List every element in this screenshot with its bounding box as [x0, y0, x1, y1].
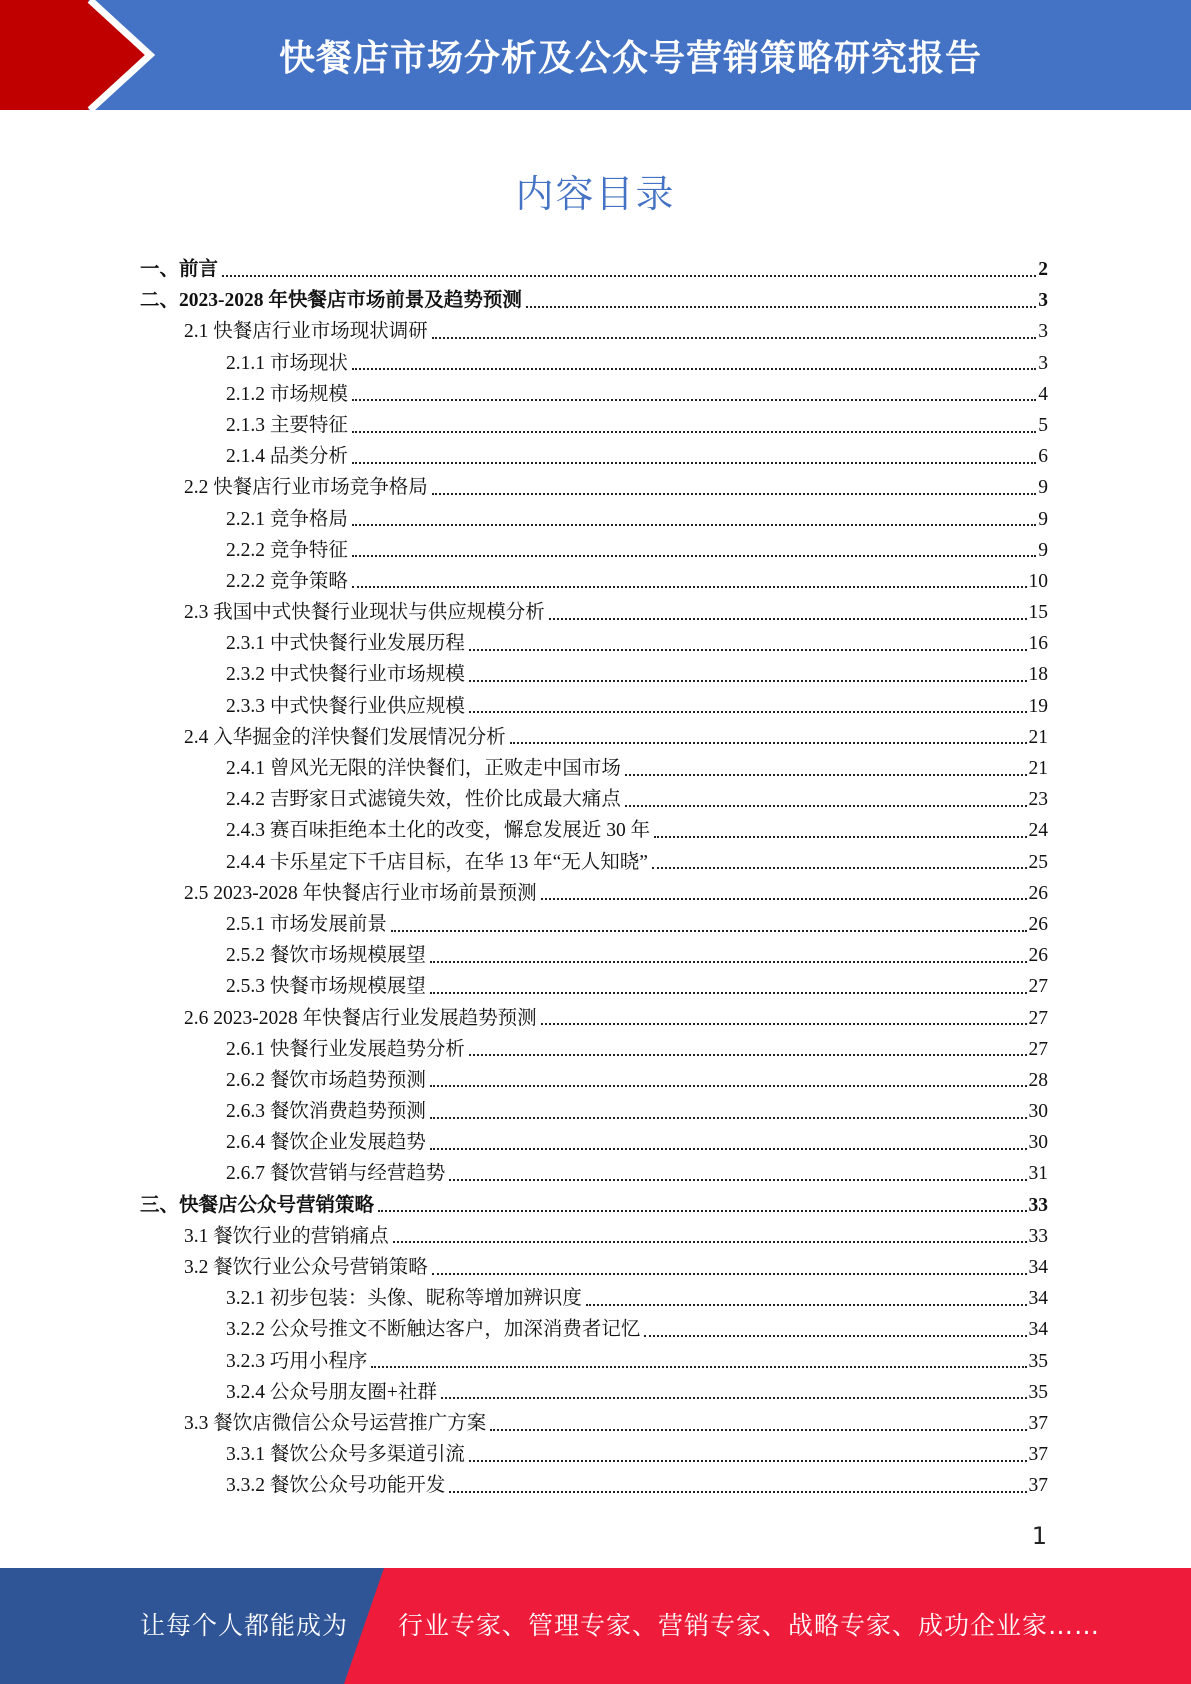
toc-entry[interactable] [140, 722, 1048, 753]
toc-entry-page: 15 [1028, 602, 1048, 624]
toc-entry-label: 2.1.1 市场现状 [226, 352, 348, 374]
toc-entry-page: 26 [1028, 913, 1048, 935]
toc-dot-leader [352, 399, 1036, 401]
toc-entry-label: 2.5.3 快餐市场规模展望 [226, 976, 426, 998]
toc-dot-leader [469, 649, 1027, 651]
toc-entry[interactable] [140, 504, 1048, 535]
toc-entry[interactable] [140, 1221, 1048, 1252]
toc-entry-label: 3.1 餐饮行业的营销痛点 [184, 1225, 389, 1247]
toc-dot-leader [654, 836, 1026, 838]
toc-entry-label: 2.1 快餐店行业市场现状调研 [184, 321, 428, 343]
toc-dot-leader [449, 1179, 1026, 1181]
toc-entry-label: 2.5.2 餐饮市场规模展望 [226, 945, 426, 967]
toc-entry[interactable] [140, 285, 1048, 316]
toc-dot-leader [393, 1241, 1027, 1243]
toc-entry-label: 2.5.1 市场发展前景 [226, 913, 387, 935]
toc-dot-leader [652, 867, 1027, 869]
toc-entry-page: 30 [1028, 1101, 1048, 1123]
toc-entry-page: 24 [1028, 820, 1048, 842]
toc-entry-label: 三、快餐店公众号营销策略 [140, 1194, 375, 1216]
toc-entry-label: 2.1.2 市场规模 [226, 383, 348, 405]
toc-entry-page: 2 [1038, 259, 1048, 280]
toc-entry-label: 3.3.2 餐饮公众号功能开发 [226, 1475, 446, 1497]
toc-entry[interactable] [140, 1158, 1048, 1189]
toc-entry[interactable] [140, 753, 1048, 784]
toc-entry-label: 2.2.2 竞争特征 [226, 539, 348, 561]
toc-entry-page: 18 [1028, 664, 1048, 686]
toc-entry-page: 33 [1028, 1225, 1048, 1247]
toc-entry-label: 2.6.7 餐饮营销与经营趋势 [226, 1163, 446, 1185]
toc-entry-page: 16 [1028, 633, 1048, 655]
toc-dot-leader [378, 1210, 1026, 1212]
toc-dot-leader [526, 306, 1036, 308]
toc-dot-leader [352, 555, 1036, 557]
toc-entry[interactable] [140, 815, 1048, 846]
toc-entry[interactable] [140, 441, 1048, 472]
toc-entry-page: 21 [1028, 758, 1048, 779]
toc-dot-leader [371, 1366, 1026, 1368]
toc-dot-leader [430, 1085, 1027, 1087]
toc-entry-label: 2.3.3 中式快餐行业供应规模 [226, 695, 465, 717]
toc-entry-label: 2.4.4 卡乐星定下千店目标，在华 13 年“无人知晓” [226, 851, 648, 873]
toc-dot-leader [430, 1117, 1027, 1119]
toc-entry-label: 3.2.1 初步包装：头像、昵称等增加辨识度 [226, 1288, 582, 1310]
toc-dot-leader [549, 618, 1027, 620]
toc-entry-label: 2.6.2 餐饮市场趋势预测 [226, 1069, 426, 1091]
toc-entry[interactable] [140, 379, 1048, 410]
toc-entry-page: 27 [1028, 1038, 1048, 1060]
toc-entry-page: 19 [1028, 695, 1048, 717]
toc-dot-leader [510, 742, 1027, 744]
toc-entry-page: 6 [1038, 446, 1048, 468]
toc-dot-leader [432, 1273, 1027, 1275]
toc-entry-page: 21 [1028, 726, 1048, 748]
toc-entry[interactable] [140, 847, 1048, 878]
toc-dot-leader [352, 368, 1036, 370]
toc-entry[interactable] [140, 628, 1048, 659]
toc-entry[interactable] [140, 1096, 1048, 1127]
toc-dot-leader [432, 337, 1036, 339]
toc-dot-leader [352, 524, 1036, 526]
toc-entry[interactable] [140, 566, 1048, 597]
toc-entry-label: 2.4 入华掘金的洋快餐们发展情况分析 [184, 726, 506, 748]
toc-entry-page: 25 [1028, 851, 1048, 873]
toc-entry-label: 2.4.2 吉野家日式滤镜失效，性价比成最大痛点 [226, 789, 621, 811]
toc-entry-page: 30 [1028, 1132, 1048, 1154]
toc-entry[interactable] [140, 1346, 1048, 1377]
toc-dot-leader [625, 805, 1027, 807]
toc-dot-leader [391, 930, 1027, 932]
toc-entry-label: 2.3 我国中式快餐行业现状与供应规模分析 [184, 602, 545, 624]
toc-entry-label: 2.1.4 品类分析 [226, 446, 348, 468]
toc-dot-leader [222, 275, 1036, 277]
toc-entry-label: 二、2023-2028 年快餐店市场前景及趋势预测 [140, 290, 522, 312]
toc-entry-page: 35 [1028, 1381, 1048, 1403]
toc-entry[interactable] [140, 316, 1048, 347]
toc-entry-page: 26 [1028, 945, 1048, 967]
toc-entry-label: 2.3.1 中式快餐行业发展历程 [226, 633, 465, 655]
toc-entry-page: 27 [1028, 976, 1048, 998]
footer-slogan-left: 让每个人都能成为 [140, 1611, 349, 1640]
toc-entry[interactable] [140, 909, 1048, 940]
toc-dot-leader [441, 1397, 1027, 1399]
toc-entry[interactable] [140, 1439, 1048, 1470]
toc-dot-leader [469, 711, 1027, 713]
toc-entry-page: 10 [1028, 570, 1048, 592]
toc-entry[interactable] [140, 1065, 1048, 1096]
toc-entry-label: 3.3.1 餐饮公众号多渠道引流 [226, 1444, 465, 1466]
toc-entry[interactable] [140, 878, 1048, 909]
toc-entry[interactable] [140, 1314, 1048, 1345]
toc-entry[interactable] [140, 472, 1048, 503]
toc-title: 内容目录 [515, 172, 676, 216]
table-of-contents [140, 254, 1048, 1502]
toc-dot-leader [469, 1054, 1027, 1056]
toc-dot-leader [469, 680, 1027, 682]
toc-entry[interactable] [140, 410, 1048, 441]
toc-entry[interactable] [140, 691, 1048, 722]
toc-entry-label: 2.5 2023-2028 年快餐店行业市场前景预测 [184, 882, 537, 904]
page-number: 1 [1031, 1522, 1047, 1550]
toc-entry-label: 2.2 快餐店行业市场竞争格局 [184, 477, 428, 499]
toc-entry-label: 2.2.1 竞争格局 [226, 508, 348, 530]
toc-dot-leader [430, 1148, 1027, 1150]
toc-entry[interactable] [140, 1470, 1048, 1501]
toc-entry-page: 31 [1028, 1163, 1048, 1185]
toc-dot-leader [625, 774, 1027, 776]
toc-entry-label: 2.6.3 餐饮消费趋势预测 [226, 1101, 426, 1123]
toc-dot-leader [352, 431, 1036, 433]
toc-entry-label: 2.6.1 快餐行业发展趋势分析 [226, 1038, 465, 1060]
toc-entry[interactable] [140, 784, 1048, 815]
toc-dot-leader [541, 1023, 1027, 1025]
toc-entry-page: 27 [1028, 1007, 1048, 1029]
toc-dot-leader [490, 1429, 1026, 1431]
footer-slogan-right: 行业专家、管理专家、营销专家、战略专家、成功企业家…… [398, 1611, 1101, 1640]
toc-entry-page: 9 [1038, 508, 1048, 530]
footer-banner [0, 1568, 1191, 1684]
toc-entry-label: 2.1.3 主要特征 [226, 414, 348, 436]
toc-entry-label: 2.2.2 竞争策略 [226, 570, 348, 592]
toc-dot-leader [469, 1460, 1027, 1462]
toc-entry[interactable] [140, 659, 1048, 690]
toc-entry-page: 33 [1028, 1194, 1048, 1216]
toc-entry-label: 3.2.2 公众号推文不断触达客户，加深消费者记忆 [226, 1319, 641, 1341]
toc-dot-leader [586, 1304, 1027, 1306]
toc-entry-page: 26 [1028, 882, 1048, 904]
toc-entry[interactable] [140, 971, 1048, 1002]
toc-entry[interactable] [140, 1003, 1048, 1034]
toc-entry-label: 3.2.3 巧用小程序 [226, 1350, 368, 1372]
toc-entry-label: 3.2.4 公众号朋友圈+社群 [226, 1381, 437, 1403]
toc-entry[interactable] [140, 1408, 1048, 1439]
toc-dot-leader [541, 898, 1027, 900]
toc-entry-page: 34 [1028, 1288, 1048, 1310]
toc-entry[interactable] [140, 1190, 1048, 1221]
header-banner [0, 0, 1191, 110]
report-title: 快餐店市场分析及公众号营销策略研究报告 [278, 37, 982, 79]
toc-dot-leader [432, 493, 1036, 495]
toc-entry-label: 3.2 餐饮行业公众号营销策略 [184, 1257, 428, 1278]
toc-entry-page: 37 [1028, 1444, 1048, 1466]
toc-entry-page: 37 [1028, 1475, 1048, 1497]
toc-entry[interactable] [140, 1283, 1048, 1314]
toc-entry[interactable] [140, 597, 1048, 628]
toc-entry-label: 2.6 2023-2028 年快餐店行业发展趋势预测 [184, 1007, 537, 1029]
toc-entry[interactable] [140, 940, 1048, 971]
toc-dot-leader [449, 1491, 1026, 1493]
toc-dot-leader [352, 462, 1036, 464]
toc-dot-leader [430, 992, 1027, 994]
toc-entry-label: 一、前言 [140, 259, 219, 280]
toc-entry-page: 9 [1038, 539, 1048, 561]
toc-entry-page: 3 [1038, 352, 1048, 374]
toc-entry[interactable] [140, 1034, 1048, 1065]
toc-entry-page: 34 [1028, 1257, 1048, 1278]
toc-entry[interactable] [140, 254, 1048, 285]
toc-entry-page: 5 [1038, 414, 1048, 436]
toc-entry-page: 23 [1028, 789, 1048, 811]
toc-entry-page: 35 [1028, 1350, 1048, 1372]
toc-entry-page: 4 [1038, 383, 1048, 405]
toc-dot-leader [430, 961, 1027, 963]
toc-entry-label: 2.3.2 中式快餐行业市场规模 [226, 664, 465, 686]
toc-entry-page: 9 [1038, 477, 1048, 499]
toc-entry-page: 37 [1028, 1412, 1048, 1434]
toc-entry-page: 3 [1038, 290, 1048, 312]
toc-entry-page: 28 [1028, 1069, 1048, 1091]
toc-entry[interactable] [140, 1127, 1048, 1158]
toc-entry[interactable] [140, 348, 1048, 379]
toc-entry-label: 3.3 餐饮店微信公众号运营推广方案 [184, 1412, 487, 1434]
toc-dot-leader [644, 1335, 1026, 1337]
toc-entry-page: 34 [1028, 1319, 1048, 1341]
toc-entry[interactable] [140, 1252, 1048, 1283]
toc-entry-label: 2.4.1 曾风光无限的洋快餐们，正败走中国市场 [226, 758, 621, 779]
toc-entry-label: 2.4.3 赛百味拒绝本土化的改变，懈怠发展近 30 年 [226, 820, 651, 842]
toc-entry[interactable] [140, 1377, 1048, 1408]
toc-entry[interactable] [140, 535, 1048, 566]
toc-entry-label: 2.6.4 餐饮企业发展趋势 [226, 1132, 426, 1154]
toc-dot-leader [352, 586, 1027, 588]
toc-entry-page: 3 [1038, 321, 1048, 343]
